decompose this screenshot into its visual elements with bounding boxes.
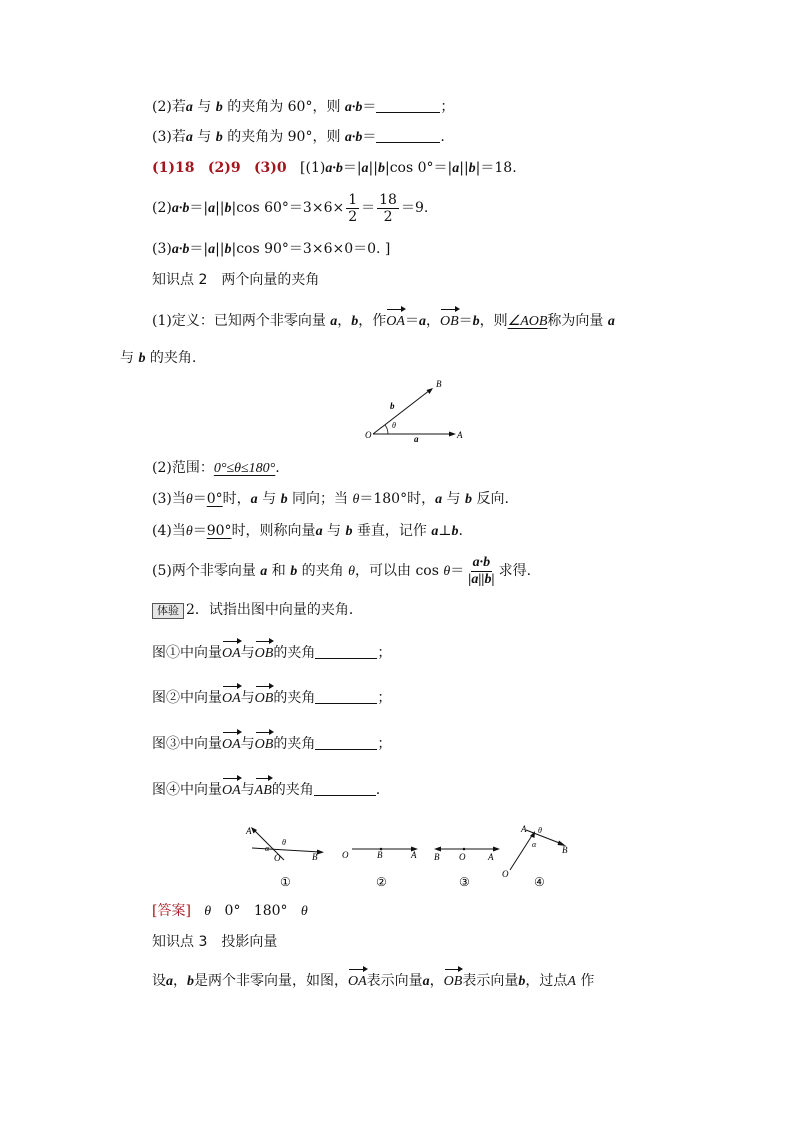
text: 时，则称向量 xyxy=(231,523,316,539)
section-heading-kp3: 知识点 3 投影向量 xyxy=(152,934,278,950)
figure-3 xyxy=(434,847,500,890)
denominator: |a||b| xyxy=(468,571,495,587)
caption-3: ③ xyxy=(459,875,470,889)
text: 的夹角为 60°，则 xyxy=(227,99,341,115)
label-theta: θ xyxy=(282,838,286,847)
answer-line-2 xyxy=(152,190,428,227)
label-o: O xyxy=(502,869,509,879)
text: (3) xyxy=(152,241,172,257)
angle-diagram xyxy=(360,375,470,445)
text: 与 xyxy=(327,523,342,539)
definition-line-1 xyxy=(152,311,615,332)
label-o: O xyxy=(459,852,466,862)
figure-1 xyxy=(245,826,324,889)
text: ，作 xyxy=(358,313,387,329)
text: || xyxy=(368,160,378,176)
text: 设 xyxy=(152,973,166,989)
vector-b: b xyxy=(472,314,480,329)
dot-product: a·b xyxy=(344,100,363,115)
answer-1: (1)18 xyxy=(152,160,195,176)
definition-line-2 xyxy=(120,348,196,369)
vector-ab: AB xyxy=(255,781,272,801)
text: 称为向量 xyxy=(547,313,604,329)
exercise-prompt: 2．试指出图中向量的夹角． xyxy=(186,602,363,618)
text: 作 xyxy=(580,973,595,989)
vector-oa: OA xyxy=(222,781,241,801)
text: 的夹角为 90°，则 xyxy=(227,129,341,145)
text: ＝ xyxy=(362,129,377,145)
text: 与 xyxy=(240,736,255,752)
text: ＝ xyxy=(192,523,207,539)
direction-line xyxy=(152,489,509,510)
vector-a: a xyxy=(250,492,258,507)
text: (1)定义：已知两个非零向量 xyxy=(152,313,326,329)
answer-value-1: θ xyxy=(204,904,212,919)
text: |cos 90°＝3×6×0＝0. ] xyxy=(231,241,391,257)
exercise-line xyxy=(152,600,363,620)
text: 的夹角. xyxy=(149,350,197,366)
vector-a: a xyxy=(435,492,443,507)
dot-product: a·b xyxy=(344,130,363,145)
label-b-point: B xyxy=(436,379,442,389)
text: 时， xyxy=(222,491,251,507)
vector-a: a xyxy=(361,161,369,176)
question-2 xyxy=(152,97,454,118)
text: 图④中向量 xyxy=(152,782,222,798)
label-a: A xyxy=(488,852,494,862)
text: 的夹角 xyxy=(271,782,314,798)
denominator: 2 xyxy=(348,208,358,225)
vector-ob: OB xyxy=(255,644,274,664)
text: (5)两个非零向量 xyxy=(152,563,256,579)
text: . xyxy=(375,782,381,798)
vector-a: a xyxy=(418,314,426,329)
label-o: O xyxy=(342,850,349,860)
text: ＝ xyxy=(361,200,376,216)
vector-a: a xyxy=(422,974,430,989)
text: 垂直，记作 xyxy=(356,523,427,539)
vector-b: b xyxy=(377,161,385,176)
text: ＝ xyxy=(450,563,465,579)
text: 与 xyxy=(197,129,212,145)
text: ＝180°时， xyxy=(359,491,436,507)
vector-b: b xyxy=(451,524,459,539)
text: 与 xyxy=(240,782,255,798)
answer-line-1 xyxy=(152,158,517,179)
value-0-degree: 0° xyxy=(206,491,223,507)
answer-blank[interactable] xyxy=(314,781,376,796)
text: ＝ xyxy=(458,313,473,329)
four-angle-figures xyxy=(240,820,580,892)
value-90-degree: 90° xyxy=(206,523,232,539)
vector-oa: OA xyxy=(222,689,241,709)
text: ，可以由 cos xyxy=(355,563,439,579)
answer-blank[interactable] xyxy=(315,644,377,659)
answer-line xyxy=(152,901,308,922)
section-heading-kp2: 知识点 2 两个向量的夹角 xyxy=(152,272,320,288)
label-theta: θ xyxy=(538,826,542,835)
figure-question-4 xyxy=(152,780,380,801)
text: ， xyxy=(337,313,352,329)
vector-a: a xyxy=(185,130,193,145)
text: ＝| xyxy=(342,160,362,176)
theta: θ xyxy=(185,524,193,539)
theta: θ xyxy=(443,564,451,579)
text: ＝ xyxy=(404,313,419,329)
text: [(1) xyxy=(300,160,326,176)
vector-a: a xyxy=(431,524,439,539)
label-b: B xyxy=(312,852,318,862)
vector-b: b xyxy=(224,242,232,257)
text: 的夹角 xyxy=(273,736,316,752)
answer-2: (2)9 xyxy=(207,160,241,176)
text: ＝ xyxy=(362,99,377,115)
vector-b: b xyxy=(345,524,353,539)
angle-range: 0°≤θ≤180° xyxy=(213,461,276,476)
text: ＝| xyxy=(189,200,209,216)
text: (3)若 xyxy=(152,129,186,145)
vector-a: a xyxy=(315,524,323,539)
vector-a: a xyxy=(185,100,193,115)
text: 的夹角 xyxy=(301,563,344,579)
figure-2 xyxy=(342,847,418,890)
text: |cos 60°＝3×6× xyxy=(231,200,345,216)
perpendicular-symbol: ⊥ xyxy=(438,523,452,539)
text: ； xyxy=(377,645,392,661)
text: (3)当 xyxy=(152,491,186,507)
answer-blank[interactable] xyxy=(315,689,377,704)
answer-label: [答案] xyxy=(152,903,191,919)
vector-b: b xyxy=(465,492,472,507)
label-vector-b: b xyxy=(390,401,395,411)
text: ，则 xyxy=(479,313,508,329)
answer-3: (3)0 xyxy=(253,160,287,176)
answer-blank[interactable] xyxy=(376,128,440,143)
figure-question-2 xyxy=(152,688,391,709)
projection-intro-line xyxy=(152,971,594,992)
text: 图③中向量 xyxy=(152,736,222,752)
theta: θ xyxy=(185,492,193,507)
text: ， xyxy=(429,973,444,989)
theta: θ xyxy=(352,492,360,507)
text: 与 xyxy=(446,491,461,507)
text: 和 xyxy=(271,563,286,579)
vector-b: b xyxy=(224,201,232,216)
vector-a: a xyxy=(607,314,615,329)
answer-line-3 xyxy=(152,239,390,260)
text: (2) xyxy=(152,200,172,216)
vector-b: b xyxy=(138,351,146,366)
vector-b: b xyxy=(351,314,359,329)
vector-b: b xyxy=(518,974,526,989)
text: ， xyxy=(173,973,187,989)
text: ； xyxy=(377,736,392,752)
vector-a: a xyxy=(208,242,216,257)
text: |＝18. xyxy=(475,160,517,176)
text: (2)若 xyxy=(152,99,186,115)
text: || xyxy=(215,241,225,257)
label-alpha: α xyxy=(532,840,537,849)
numerator: 18 xyxy=(379,191,397,208)
label-o: O xyxy=(274,853,281,863)
vector-b: b xyxy=(468,161,476,176)
caption-1: ① xyxy=(280,875,291,889)
vector-ob: OB xyxy=(440,312,459,332)
label-a-point: A xyxy=(457,430,463,440)
vector-ob: OB xyxy=(255,735,274,755)
answer-value-3: 180° xyxy=(253,903,288,919)
vector-a: a xyxy=(452,161,460,176)
text: 求得. xyxy=(498,563,532,579)
vector-oa: OA xyxy=(222,644,241,664)
range-line xyxy=(152,458,280,479)
text: 表示向量 xyxy=(366,973,423,989)
vector-b: b xyxy=(280,492,288,507)
label-theta: θ xyxy=(392,421,396,430)
dot-product: a·b xyxy=(171,242,190,257)
text: 的夹角 xyxy=(273,645,316,661)
theta: θ xyxy=(348,564,355,579)
numerator: a·b xyxy=(472,554,491,570)
text: ， xyxy=(425,313,440,329)
vector-a: a xyxy=(330,314,338,329)
vector-b: b xyxy=(187,974,194,989)
text: . xyxy=(440,129,445,145)
text: ＝9. xyxy=(400,200,429,216)
text: . xyxy=(458,523,463,539)
text: 同向；当 xyxy=(292,491,349,507)
text: 与 xyxy=(240,690,255,706)
text: 图②中向量 xyxy=(152,690,222,706)
dot-product: a·b xyxy=(325,161,343,176)
dot-product: a·b xyxy=(171,201,190,216)
perpendicular-line xyxy=(152,521,463,542)
vector-oa: OA xyxy=(222,735,241,755)
vector-ob: OB xyxy=(444,972,463,992)
experience-tag: 体验 xyxy=(152,603,184,619)
answer-blank[interactable] xyxy=(315,735,377,750)
label-b: B xyxy=(434,852,440,862)
label-vector-a: a xyxy=(414,434,419,444)
denominator: 2 xyxy=(383,208,393,225)
text: ； xyxy=(440,99,455,115)
text: 与 xyxy=(197,99,212,115)
text: 与 xyxy=(240,645,255,661)
text: |cos 0°＝| xyxy=(384,160,453,176)
cosine-formula-line xyxy=(152,552,531,591)
vector-oa: OA xyxy=(348,972,367,992)
caption-2: ② xyxy=(376,875,387,889)
answer-value-2: 0° xyxy=(224,903,241,919)
label-alpha: α xyxy=(265,844,270,853)
text: ，过点 xyxy=(525,973,568,989)
text: || xyxy=(215,200,225,216)
text: ＝| xyxy=(189,241,209,257)
vector-b: b xyxy=(290,564,298,579)
text: ＝ xyxy=(192,491,207,507)
text: 反向. xyxy=(476,491,509,507)
figure-4 xyxy=(502,824,568,889)
label-b: B xyxy=(377,850,383,860)
question-3 xyxy=(152,127,445,148)
text: 是两个非零向量，如图， xyxy=(194,973,348,989)
text: 与 xyxy=(120,350,134,366)
label-a: A xyxy=(246,826,252,836)
label-b: B xyxy=(562,845,568,855)
vector-a: a xyxy=(166,974,173,989)
point-a: A xyxy=(567,974,576,989)
vector-b: b xyxy=(215,130,223,145)
angle-aob: ∠AOB xyxy=(507,314,548,329)
text: ； xyxy=(377,690,392,706)
answer-value-4: θ xyxy=(300,904,308,919)
text: (4)当 xyxy=(152,523,186,539)
text: 的夹角 xyxy=(273,690,316,706)
vector-a: a xyxy=(208,201,216,216)
label-a: A xyxy=(521,824,527,834)
vector-oa: OA xyxy=(386,312,405,332)
fraction-one-half xyxy=(346,192,359,225)
vector-b: b xyxy=(215,100,223,115)
text: || xyxy=(459,160,469,176)
vector-ob: OB xyxy=(255,689,274,709)
numerator: 1 xyxy=(348,191,358,208)
cosine-fraction xyxy=(466,555,496,588)
text: (2)范围： xyxy=(152,460,214,476)
figure-question-3 xyxy=(152,734,391,755)
text: . xyxy=(275,460,280,476)
label-o: O xyxy=(365,430,372,440)
answer-blank[interactable] xyxy=(376,98,440,113)
label-a: A xyxy=(411,850,417,860)
figure-question-1 xyxy=(152,643,391,664)
text: 图①中向量 xyxy=(152,645,222,661)
caption-4: ④ xyxy=(534,875,545,889)
text: 与 xyxy=(262,491,277,507)
vector-a: a xyxy=(260,564,268,579)
text: 表示向量 xyxy=(462,973,519,989)
fraction-eighteen-halves xyxy=(377,192,399,225)
